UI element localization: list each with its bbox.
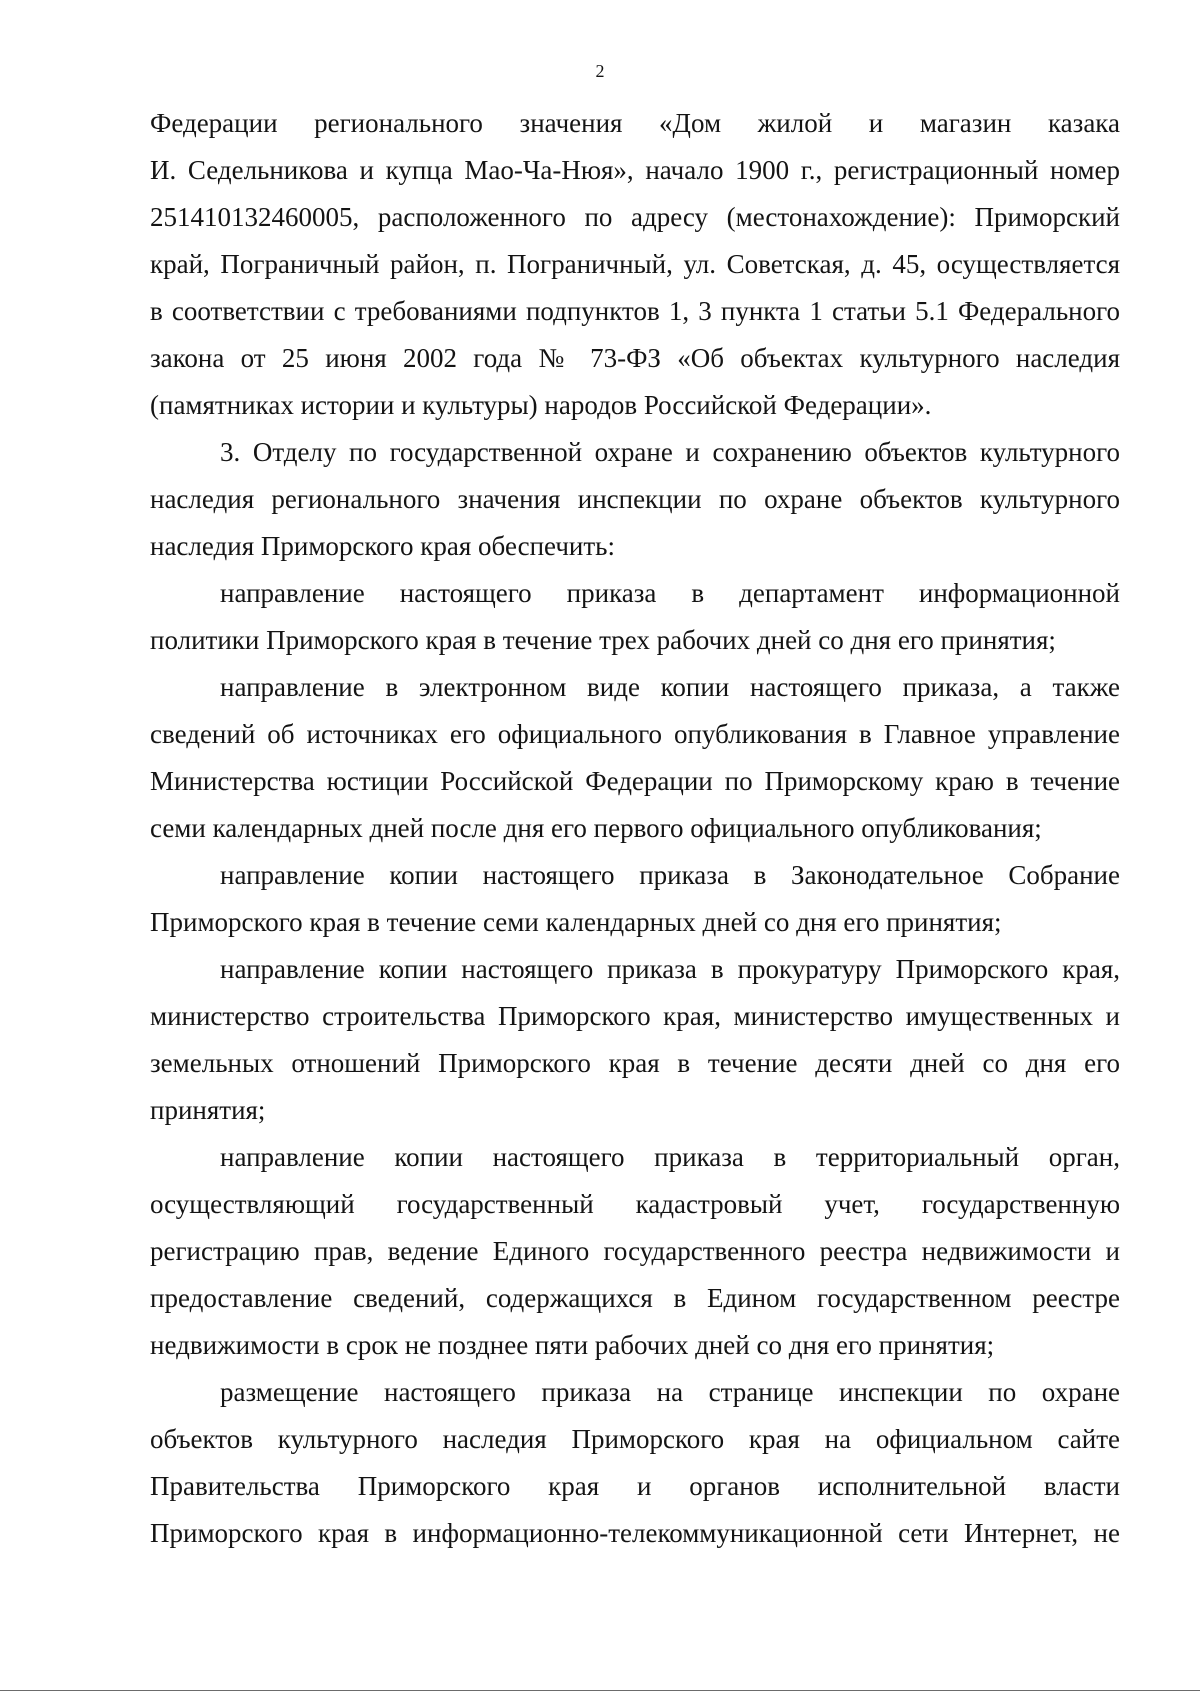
text-line: семи календарных дней после дня его первого официального опубликования;	[150, 813, 1042, 843]
text-line: наследия Приморского края обеспечить:	[150, 531, 615, 561]
document-body	[150, 100, 1120, 1557]
text-line: размещение настоящего приказа на странице инспекции по охране	[220, 1377, 1120, 1407]
text-line: направление копии настоящего приказа в прокуратуру Приморского края,	[220, 954, 1120, 984]
paragraph-4	[150, 664, 1120, 852]
text-line: политики Приморского края в течение трех рабочих дней со дня его принятия;	[150, 625, 1056, 655]
text-line: наследия регионального значения инспекции по охране объектов культурного	[150, 484, 1120, 514]
paragraph-5	[150, 852, 1120, 946]
text-line: край, Пограничный район, п. Пограничный, ул. Советская, д. 45, осуществляется	[150, 249, 1120, 279]
paragraph-3	[150, 570, 1120, 664]
page-number: 2	[595, 61, 605, 81]
scan-edge-line	[0, 1690, 1200, 1691]
paragraph-8	[150, 1369, 1120, 1557]
text-line: регистрацию прав, ведение Единого государственного реестра недвижимости и	[150, 1236, 1120, 1266]
text-line: объектов культурного наследия Приморского края на официальном сайте	[150, 1424, 1120, 1454]
text-line: (памятниках истории и культуры) народов Российской Федерации».	[150, 390, 932, 420]
text-line: Приморского края в информационно-телекоммуникационной сети Интернет, не	[150, 1518, 1120, 1548]
text-line: Приморского края в течение семи календарных дней со дня его принятия;	[150, 907, 1002, 937]
text-line: Правительства Приморского края и органов исполнительной власти	[150, 1471, 1120, 1501]
paragraph-6	[150, 946, 1120, 1134]
text-line: в соответствии с требованиями подпунктов 1, 3 пункта 1 статьи 5.1 Федерального	[150, 296, 1120, 326]
paragraph-7	[150, 1134, 1120, 1369]
text-line: предоставление сведений, содержащихся в Едином государственном реестре	[150, 1283, 1120, 1313]
text-line: Министерства юстиции Российской Федерации по Приморскому краю в течение	[150, 766, 1120, 796]
text-line: принятия;	[150, 1095, 266, 1125]
text-line: Федерации регионального значения «Дом жилой и магазин казака	[150, 108, 1120, 138]
text-line: направление копии настоящего приказа в территориальный орган,	[220, 1142, 1120, 1172]
text-line: земельных отношений Приморского края в течение десяти дней со дня его	[150, 1048, 1120, 1078]
text-line: направление в электронном виде копии настоящего приказа, а также	[220, 672, 1120, 702]
text-line: 3. Отделу по государственной охране и сохранению объектов культурного	[220, 437, 1120, 467]
text-line: направление копии настоящего приказа в Законодательное Собрание	[220, 860, 1120, 890]
text-line: министерство строительства Приморского края, министерство имущественных и	[150, 1001, 1120, 1031]
text-line: 251410132460005, расположенного по адресу (местонахождение): Приморский	[150, 202, 1120, 232]
text-line: направление настоящего приказа в департамент информационной	[220, 578, 1120, 608]
paragraph-1	[150, 100, 1120, 429]
text-line: осуществляющий государственный кадастровый учет, государственную	[150, 1189, 1120, 1219]
text-line: сведений об источниках его официального опубликования в Главное управление	[150, 719, 1120, 749]
text-line: недвижимости в срок не позднее пяти рабочих дней со дня его принятия;	[150, 1330, 995, 1360]
text-line: закона от 25 июня 2002 года № 73-ФЗ «Об объектах культурного наследия	[150, 343, 1120, 373]
paragraph-2	[150, 429, 1120, 570]
text-line: И. Седельникова и купца Мао-Ча-Нюя», начало 1900 г., регистрационный номер	[150, 155, 1120, 185]
